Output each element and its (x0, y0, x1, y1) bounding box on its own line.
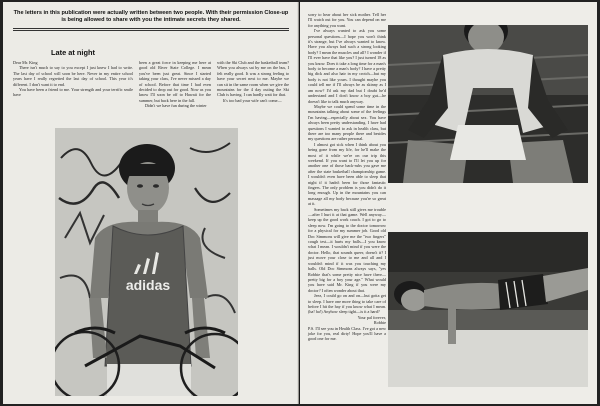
lying-photo-graphic (388, 232, 588, 387)
letter-paragraph: sorry to hear about her sick mother. Tell her I'll watch out for you. You can depend on me for anything you want. (308, 12, 386, 28)
letter-paragraph: There isn't much to say to you except I just knew I had to write. The last day of school will soon be here. Never in my entire school years have I really regretted the last day of school. This year it's different. I don't want it to end. (13, 65, 133, 87)
letter-paragraph: I almost got sick when I think about you being gone from my life, for he'll make the most of it while we're on our trip this weekend. If you want to I'll let you up for another one of those back-rubs you gave me after the state basketball championship game. I wouldn't even have been able to sleep that night if it hadn't been for those fantastic fingers. The only problem is you didn't do it long enough. Up in the mountains you can massage all my body because you're so great at it. (308, 141, 386, 207)
letter-paragraph: Maybe we could spend some time in the mountains talking about some of the feelings I'm having—especially about sex. You have always been pretty understanding. I have had questions I wanted to ask in health class, but there are too many people there and besides my questions are rather personal. (308, 103, 386, 142)
letter-column-4 (308, 12, 386, 342)
shirt-brand-text: adidas (125, 277, 171, 293)
intro-text: The letters in this publication were actually written between two people. With their permission Close-up is being allowed to share with you the intimate secrets they shared. (13, 10, 289, 23)
letter-column-3 (217, 60, 289, 103)
cyclist-photo-graphic (55, 128, 238, 396)
letter-paragraph: It's too bad your wife can't come— (223, 97, 282, 103)
letter-paragraph: You have been a friend to me. Your strength and your terrific smile have (13, 87, 133, 98)
letter-paragraph: Didn't we have fun during the winter (145, 103, 207, 109)
letter-column-1 (13, 60, 133, 98)
article-title: Late at night (51, 48, 95, 57)
divider-rule (13, 28, 289, 29)
letter-signature: Robbie (373, 320, 386, 326)
left-page (3, 2, 299, 404)
letter-column-2 (139, 60, 211, 109)
letter-salutation: Dear Mr. King (13, 60, 38, 65)
letter-paragraph: been a great force in keeping me here at good old River State College. I mean you've been just great. Since I started taking your class, I've never missed a day of school. Before that time I had even decided to drop out for good. Now as you know I'll soon be off to Hawaii for the summer, but back here in the fall. (139, 60, 211, 103)
photo-lying-athlete (388, 232, 588, 387)
sitting-photo-graphic (388, 25, 588, 183)
right-page (300, 2, 597, 404)
letter-paragraph: I've always wanted to ask you some personal questions—I hope you won't think it's strange, but I've always wanted to know. Have you always had such a strong looking body? I mean the muscles and all? I wonder if I'll ever have that like you? I just turned 18 as you know. Does it take a long time for a man's body to become a man's body? I have a pretty big dick and also hair in my crotch—but my body is not like yours. I thought maybe you could tell me if I'll always be as skinny as I am now? I'd ask my dad but I doubt he'd understand and I don't know a boy gut—he doesn't like to talk much anyway. (308, 28, 386, 104)
letter-closing: Your pal forever, (357, 314, 386, 320)
letter-paragraph: Jeez, I could go on and on—but gotta get to sleep. I have one more thing to take care of before I hit the hay if you know what I mean. (ha! ha!) Anyhow sleep tight—is it a hard? (308, 293, 386, 315)
letter-paragraph: with the Ski Club and the basketball team? When you always sat by me on the bus, I felt really good. It was a strong feeling to have your secret next to me. Maybe we can sit in the same room when we give the mountains for the 4 day outing the Ski Club is having. I can hardly wait for that. (217, 60, 289, 98)
letter-postscript: P.S. I'll see you in Health Class. I've got a new joke for you, real dirty! Hope you'll have a good one for me. (308, 325, 386, 342)
photo-cyclist (55, 128, 238, 396)
divider-rule (13, 30, 289, 31)
letter-paragraph: Sometimes my back still gives me trouble—after I hurt it at that game. Well anyway—keep up the good work coach. I got to go to sleep now. I'm going to the doctor tomorrow for a physical for my summer job. Good old Doc Simmons will give me the "two fingers" cough test—it hurts my balls—I you know what I mean. I wouldn't mind if you were the doctor. Hello, that sounds queer, doesn't it? I just move your close to me and all and I wouldn't mind if it was you touching my balls. Old Doc Simmons always says, "yes Robbie that's some pretty nice have there—pretty big for a boy your age." What would you have said Mr. King if you were my doctor? I often wonder about that. (308, 206, 386, 293)
photo-sitting-athlete (388, 25, 588, 183)
